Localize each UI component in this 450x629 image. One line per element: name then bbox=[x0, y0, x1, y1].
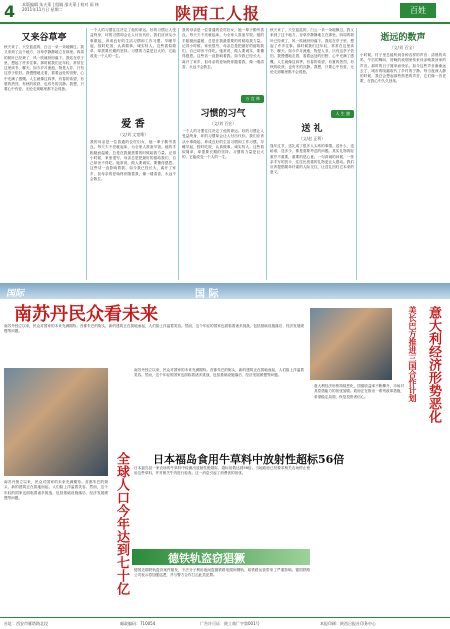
population-article bbox=[4, 480, 108, 610]
column-divider bbox=[178, 28, 179, 280]
column-3-title: 习惯的习气 bbox=[200, 109, 246, 119]
rail-theft-bar bbox=[132, 549, 310, 565]
masthead: 陕西工人报 bbox=[175, 4, 261, 23]
column-2-sub: （文/刘 文宽唯） bbox=[117, 132, 149, 137]
column-divider bbox=[86, 28, 87, 280]
column-1-body: 秋天来了，天空蓝蓝的，白云一朵一朵地飘过。我又来到了这个地方，谷草亭静静地立在那里。四周的树叶已经黄了，风一吹就纷纷落下。我站在亭子里，想起了许多往事。那时候我们还年轻，常常在这里读书、聊天。如今岁月流逝，物是人非，只有这亭子依旧。我慢慢地走着，看着远处的田野，心中充满了感慨。人生就像这四季，有春的希望，有夏的热烈，有秋的收获，也有冬的沉静。我想，只要心中有爱，无论走到哪里都不会孤独。 bbox=[4, 45, 84, 92]
column-2-body: 我的母亲是一位普通的农村妇女，她一辈子勤劳善良。每天天不亮就起床，为全家人准备早饭。她的手粗糙而温暖，总是在我最需要的时候给我力量。记得小时候，家里很穷，母亲总是把最好的留给我们，自己却舍不得吃。她常说，做人要诚实，要懂得感恩。这些话一直影响着我。如今我已经长大，离开了家乡，但母亲的爱始终伴随着我，像一缕清香，永远不会散去。 bbox=[90, 140, 176, 182]
column-5-body: 小时候，村子里总能听到各种各样的声音：清晨的鸡鸣，午后的蝉叫，傍晚的炊烟里传来母亲唤我回家的声音。那时的日子简单而快乐。如今这些声音渐渐远去了，城市的喧嚣取代了乡村的宁静。每当夜深人静的时候，我总会想起那些熟悉的声音，它们像一首老歌，在我心中久久回荡。 bbox=[360, 53, 446, 84]
italy-article-body: 意大利经济形势持续恶化，国债收益率不断攀升，市场对其偿债能力的担忧加剧。政府正在推出一系列改革措施，希望稳定局面，恢复投资者信心。 bbox=[314, 384, 404, 399]
column-1 bbox=[4, 28, 84, 280]
international-label: 国际 bbox=[6, 289, 25, 299]
column-1-title: 又来谷草亭 bbox=[21, 33, 67, 43]
section-label: 百姓 bbox=[400, 3, 436, 18]
international-title: 国 际 bbox=[195, 289, 219, 300]
fukushima-article bbox=[134, 466, 310, 546]
page-footer bbox=[0, 617, 450, 629]
page-header bbox=[0, 0, 450, 24]
column-2-title: 爱 香 bbox=[121, 119, 145, 130]
column-4 bbox=[270, 28, 354, 280]
header-meta-line1: 本版编辑 朱夫莱 | 组稿 邵夫莱 | 校对 雨 林 bbox=[22, 2, 99, 7]
lead-article-body: 南苏丹独立以来，民众对国家的未来充满期待。首都朱巴的街头，新的建筑正在拔地而起，人们脸上洋溢着笑容。然而，这个年轻的国家也面临着诸多挑战，包括基础设施落后、经济发展缓慢等问题。 bbox=[4, 324, 304, 334]
column-5 bbox=[360, 28, 446, 280]
fukushima-article-body: 日本福岛县一家农场的牛草料中检测出放射性铯超标，超标倍数达到56倍。当地政府已经要求相关农场停止使用这些草料，并对相关牛肉进行检查。这一消息引起了消费者的担忧。 bbox=[134, 466, 310, 476]
column-3-top-body: 我的母亲是一位普通的农村妇女，她一辈子勤劳善良。每天天不亮就起床，为全家人准备早饭。她的手粗糙而温暖，总是在我最需要的时候给我力量。记得小时候，家里很穷，母亲总是把最好的留给我们，自己却舍不得吃。她常说，做人要诚实，要懂得感恩。这些话一直影响着我。如今我已经长大，离开了家乡，但母亲的爱始终伴随着我，像一缕清香，永远不会散去。 bbox=[182, 28, 264, 70]
middle-article bbox=[134, 368, 304, 448]
footer-printer: 本报印刷：陕西日报社印务中心 bbox=[320, 621, 376, 626]
middle-article-body: 南苏丹独立以来，民众对国家的未来充满期待。首都朱巴的街头，新的建筑正在拔地而起，人们脸上洋溢着笑容。然而，这个年轻的国家也面临着诸多挑战，包括基础设施落后、经济发展缓慢等问题。 bbox=[134, 368, 304, 378]
rail-theft-article-body: 德国近期铁轨盗窃案件频发，不法分子利用夜间盗割铁路电缆和钢轨，给铁路运营带来了严重影响。德国铁路公司表示将加强巡逻，并与警方合作打击此类犯罪。 bbox=[134, 568, 310, 578]
footer-license: 广告许可证：陕工商广字第001号 bbox=[200, 621, 260, 626]
rail-theft-article bbox=[134, 568, 310, 614]
column-4-tag: 人 生 旗 bbox=[331, 110, 354, 118]
column-3 bbox=[182, 28, 264, 280]
column-4-body: 逢年过节，送礼成了很多人头疼的事情。送什么，送给谁，送多少，都是需要考虑的问题。其实礼物的轻重并不重要，重要的是心意。一句真诚的问候，一张亲手写的贺卡，往往比贵重的礼物更让人感动。我们应该提倡简单朴素的人际交往，让送礼回归它本来的意义。 bbox=[270, 144, 354, 175]
italy-article bbox=[314, 384, 404, 614]
page-number: 4 bbox=[4, 2, 16, 21]
column-3-sub: （文/刘 百宏） bbox=[209, 121, 237, 126]
italy-subheadline: 美长巴方推进三国合作计划 bbox=[408, 306, 418, 402]
column-divider bbox=[266, 28, 267, 280]
italy-headline: 意大利经济形势恶化 bbox=[426, 306, 441, 423]
population-article-body: 南苏丹独立以来，民众对国家的未来充满期待。首都朱巴的街头，新的建筑正在拔地而起，人们脸上洋溢着笑容。然而，这个年轻的国家也面临着诸多挑战，包括基础设施落后、经济发展缓慢等问题。 bbox=[4, 480, 108, 500]
column-5-sub: （文/刘 百宝） bbox=[389, 45, 417, 50]
population-headline: 全球人口今年达到七十亿 bbox=[114, 452, 129, 595]
lead-headline: 南苏丹民众看未来 bbox=[14, 304, 158, 325]
footer-address: 社址：西安市雁塔路北段 bbox=[4, 621, 48, 626]
header-meta bbox=[22, 2, 99, 12]
column-3-body: 一个人的习惯往往决定了他的命运。好的习惯让人受益终身，坏的习惯却会让人付出代价。我们应该从小事做起，养成良好的生活习惯和工作习惯。早睡早起，按时吃饭，认真做事，诚实待人。这些看似简单，却需要长期的坚持。习惯的力量是巨大的，它能改变一个人的一生。 bbox=[182, 129, 264, 160]
rail-theft-headline: 德铁轨盗窃猖獗 bbox=[168, 552, 245, 565]
column-4-title: 送 礼 bbox=[301, 124, 323, 134]
fukushima-headline: 日本福岛食用牛草料中放射性超标56倍 bbox=[153, 453, 345, 466]
footer-postcode: 邮政编码：710054 bbox=[120, 621, 156, 626]
column-2 bbox=[90, 28, 176, 280]
photo-left bbox=[4, 368, 108, 476]
column-3-tag: 万 宜 林 bbox=[241, 95, 264, 103]
column-4-sub: （文/赵 正利） bbox=[298, 136, 326, 141]
lead-article bbox=[4, 324, 304, 360]
column-4-top-body: 秋天来了，天空蓝蓝的，白云一朵一朵地飘过。我又来到了这个地方，谷草亭静静地立在那里。四周的树叶已经黄了，风一吹就纷纷落下。我站在亭子里，想起了许多往事。那时候我们还年轻，常常在这里读书、聊天。如今岁月流逝，物是人非，只有这亭子依旧。我慢慢地走着，看着远处的田野，心中充满了感慨。人生就像这四季，有春的希望，有夏的热烈，有秋的收获，也有冬的沉静。我想，只要心中有爱，无论走到哪里都不会孤独。 bbox=[270, 28, 354, 75]
column-2-top-body: 一个人的习惯往往决定了他的命运。好的习惯让人受益终身，坏的习惯却会让人付出代价。我们应该从小事做起，养成良好的生活习惯和工作习惯。早睡早起，按时吃饭，认真做事，诚实待人。这些看似简单，却需要长期的坚持。习惯的力量是巨大的，它能改变一个人的一生。 bbox=[90, 28, 176, 59]
column-divider bbox=[356, 28, 357, 280]
international-section-bar bbox=[0, 283, 450, 299]
header-meta-line2: 2011年11月日 星期二 bbox=[22, 7, 63, 12]
photo-top-right bbox=[310, 308, 392, 380]
column-5-title: 逝远的数声 bbox=[380, 33, 426, 43]
